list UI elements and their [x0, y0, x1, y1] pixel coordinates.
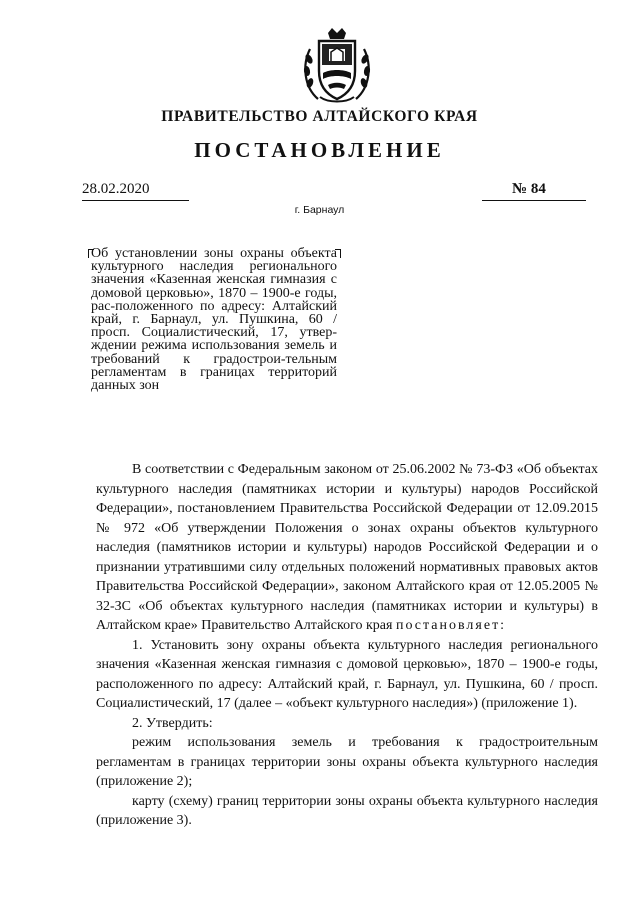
date-underline [82, 200, 189, 201]
preamble-paragraph [96, 460, 598, 636]
item-2a-paragraph: режим использования земель и требования к градостроительным регламентам в границах территории зоны охраны объекта культурного наследия (приложение 2); [96, 735, 598, 789]
item-2b-paragraph: карту (схему) границ территории зоны охраны объекта культурного наследия (приложение 3). [96, 793, 598, 828]
document-body [96, 460, 598, 831]
city-name: г. Барнаул [294, 204, 345, 216]
number-underline [482, 200, 586, 201]
document-subject: Об установлении зоны охраны объекта культурного наследия регионального значения «Казенная женская гимназия с домовой церковью», 1870 – 1900-е годы, рас-положенного по адресу: Алтайский край, г. Барнаул, ул. Пушкина, 60 / просп. Социалистический, 17, утвер-ждении режима использования земель и требований к градострои-тельным регламентам в границах территорий данных зон [91, 246, 337, 394]
document-type-title: ПОСТАНОВЛЕНИЕ [194, 138, 445, 162]
item-1-paragraph: 1. Установить зону охраны объекта культурного наследия регионального значения «Казенная женская гимназия с домовой церковью», 1870 – 1900-е годы, расположенного по адресу: Алтайский край, г. Барнаул, ул. Пушкина, 60 / просп. Социалистический, 17 (далее – «объект культурного наследия») (приложение 1). [96, 637, 598, 711]
document-date: 28.02.2020 [82, 181, 150, 197]
document-number: № 84 [512, 181, 546, 197]
item-2-paragraph: 2. Утвердить: [132, 715, 213, 731]
preamble-text: В соответствии с Федеральным законом от 25.06.2002 № 73-ФЗ «Об объектах культурного наследия (памятниках истории и культуры) народов Российской Федерации», постановлением Правительства Российской Федерации от 12.09.2015 № 972 «Об утверждении Положения о зонах охраны объектов культурного наследия (памятников истории и культуры) народов Российской Федерации и о признании утратившими силу отдельных положений нормативных правовых актов Правительства Российской Федерации», законом Алтайского края от 12.05.2005 № 32-ЗС «Об объектах культурного наследия (памятниках истории и культуры) в Алтайском крае» Правительство Алтайского края [96, 462, 598, 633]
coat-of-arms-emblem [298, 25, 376, 107]
government-name: ПРАВИТЕЛЬСТВО АЛТАЙСКОГО КРАЯ [161, 108, 478, 125]
resolves-word: постановляет: [395, 618, 507, 633]
